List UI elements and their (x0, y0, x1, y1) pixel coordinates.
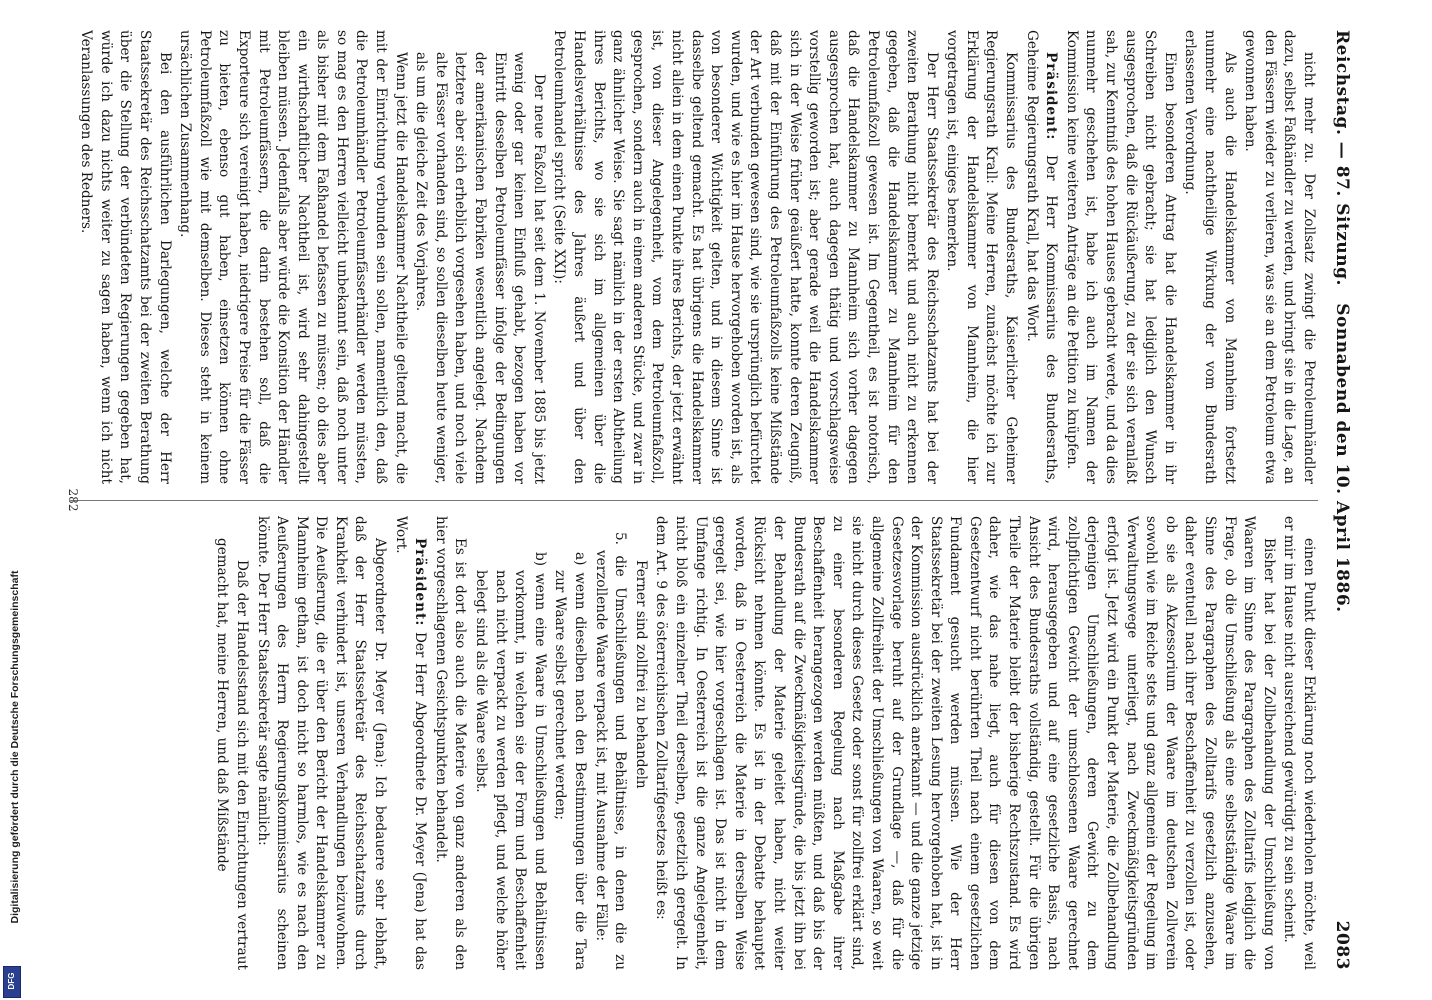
left-text-column (70, 30, 1318, 484)
speaker-name: Präsident: (412, 538, 429, 627)
body-paragraph: Abgeordneter Dr. Meyer (Jena): Ich bedauere sehr lebhaft, daß der Herr Staatssekretär des Reichsschatzamts durch Krankheit verhindert ist, unseren Verhandlungen beizuwohnen. Die Aeußerung, die er über den Bericht der Handelskammer zu Mannheim gethan, ist doch nicht so harmlos, wie es nach den Aeußerungen des Herrn Regierungskommissarius scheinen könnte. Der Herr Staatssekretär sagte nämlich: (254, 516, 389, 970)
header-date: Sonnabend den 10. April 1886. (1332, 303, 1352, 613)
dfg-logo: DFG (3, 966, 21, 998)
quoted-paragraph: Ferner sind zollfrei zu behandeln (632, 560, 649, 789)
sub-list-item: b) wenn eine Waare in Umschließungen und Behältnissen vorkommt, in welchen sie der Form und Beschaffenheit nach nicht verpackt zu werden pflegt, und welche höher belegt sind als die Waare selbst. (473, 552, 548, 970)
speaker-text: Der Herr Abgeordnete Dr. Meyer (Jena) hat das Wort. (392, 516, 429, 970)
header-session: Reichstag. — 87. Sitzung. (1332, 30, 1352, 286)
sub-list-item: a) wenn dieselben nach den Bestimmungen über die Tara zur Waare selbst gerechnet werden; (552, 552, 589, 970)
speaker-name: Präsident: (1043, 52, 1060, 141)
quoted-paragraph: Daß der Handelsstand sich mit den Einrichtungen vertraut gemacht hat, meine Herren, und daß Mißstände (214, 538, 250, 970)
speaker-text: Der Herr Kommissarius des Bundesraths, Geheime Regierungsrath Krall, hat das Wort. (1023, 30, 1060, 484)
body-paragraph: einen Punkt dieser Erklärung noch wiederholen möchte, weil er mir im Hause nicht ausreichend gewürdigt zu sein scheint. (1281, 516, 1317, 970)
digitization-credit: Digitalisierung gefördert durch die Deutsche Forschungsgemeinschaft (9, 570, 21, 924)
list-item: 5. die Umschließungen und Behältnisse, in denen die zu verzollende Waare verpackt ist, mit Ausnahme der Fälle: (592, 532, 629, 970)
body-paragraph: Bei den ausführlichen Darlegungen, welche der Herr Staatssekretär des Reichsschatzamts bei der zweiten Berathung über die Stellung der verbündeten Regierungen gegeben hat, würde ich dazu nichts weiter zu sagen haben, wenn ich nicht Veranlassungen des Redners. (78, 30, 173, 484)
body-paragraph: Der Herr Staatssekretär des Reichsschatzamts hat bei der zweiten Berathung nicht bemerkt und auch nicht zu erkennen gegeben, daß die Handelskammer zu Mannheim für den Petroleumfaßzoll gewesen ist. Im Gegentheil, es ist notorisch, daß die Handelskammer zu Mannheim sich vorher dagegen ausgesprochen hat, auch dagegen thätig und vorschlagsweise vorstellig geworden ist; aber gerade weil die Handelskammer sich in der Weise früher geäußert hatte, konnte deren Zeugniß, daß mit der Einführung des Petroleumfaßzolls keine Mißstände der Art verbunden gewesen sind, wie sie ursprünglich befürchtet wurden, und wie es hier im Hause hervorgehoben worden ist, als von besonderer Wichtigkeit gelten, und in diesem Sinne ist dasselbe geltend gemacht. Es hat übrigens die Handelskammer nicht allein in dem einen Punkte ihres Berichts, der jetzt erwähnt ist, von dieser Angelegenheit, vom dem Petroleumfaßzoll, gesprochen, sondern auch in einem anderen Stücke, und zwar in ganz ähnlicher Weise. Sie sagt nämlich in der ersten Abtheilung ihres Berichts, wo sie sich im allgemeinen über die Handelsverhältnisse des Jahres äußert und über den Petroleumhandel spricht (Seite XXI): (551, 30, 940, 484)
body-paragraph: Bisher hat bei der Zollbehandlung der Umschließung von Waaren im Sinne des Paragraphen des Zolltarifs lediglich die Frage, ob die Umschließung als eine selbstständige Waare im Sinne des Paragraphen des Zolltarifs gesetzlich anzusehen, daher eventuell nach ihrer Beschaffenheit zu verzollen ist, oder ob sie als Akzessorium der Waare im deutschen Zollverein sowohl wie im Reiche stets und ganz allgemein der Regelung im Verwaltungswege unterliegt, nach Zweckmäßigkeitsgründen erfolgt ist. Jetzt wird ein Punkt der Materie, die Zollbehandlung derjenigen Umschließungen, deren Gewicht zu dem zollpflichtigen Gewicht der umschlossenen Waare gerechnet wird, herausgegeben und auf eine gesetzliche Basis, nach Ansicht des Bundesraths vollständig, gestellt. Für die übrigen Theile der Materie bleibt der bisherige Rechtszustand. Es wird daher, wie das nahe liegt, auch für diesen von dem Gesetzentwurf nicht berührten Theil nach einem gesetzlichen Fundament gesucht werden müssen. Wie der Herr Staatssekretär bei der zweiten Lesung hervorgehoben hat, ist in der Kommission ausdrücklich anerkannt — und die ganze jetzige Gesetzesvorlage beruht auf der Grundlage —, daß für die allgemeine Zollfreiheit der Umschließungen von Waaren, so weit sie nicht durch dieses Gesetz oder sonst für zollfrei erklärt sind, zu einer besonderen Regelung nach Maßgabe ihrer Beschaffenheit herangezogen werden müßten, und daß bis der Bundesrath auf die Zweckmäßigkeitsgründe, die bis jetzt ihn bei der Behandlung der Materie geleitet haben, nicht weiter Rücksicht nehmen könnte. Es ist in der Debatte behauptet worden, daß in Oesterreich die Materie in derselben Weise geregelt sei, wie hier vorgeschlagen ist. Das ist nicht in dem Umfange richtig. In Oesterreich ist die ganze Angelegenheit, nicht bloß ein einzelner Theil derselben, gesetzlich geregelt. In dem Art. 9 des österreichischen Zolltarifgesetzes heißt es: (653, 516, 1277, 970)
page-header (1324, 30, 1352, 970)
header-right (1332, 303, 1352, 970)
body-paragraph: Als auch die Handelskammer von Mannheim fortsetzt nunmehr eine nachtheilige Wirkung der vom Bundesrath erlassenen Verordnung. (1182, 30, 1238, 484)
body-paragraph: Einen besonderen Antrag hat die Handelskammer in ihr Schreiben nicht gebracht; sie hat lediglich den Wunsch ausgesprochen, daß die Rückäußerung, zu der sie sich veranlaßt sah, zur Kenntniß des hohen Hauses gebracht werde, und da dies nunmehr geschehen ist, habe ich auch im Namen der Kommission keine weiteren Anträge an die Petition zu knüpfen. (1063, 30, 1178, 484)
speaker-paragraph (1021, 30, 1060, 484)
body-paragraph: Wenn jetzt die Handelskammer Nachtheile geltend macht, die mit der Einrichtung verbunden sein sollen, namentlich den, daß die Petroleumhändler Petroleumfässerhändler werden müssten, so mag es den Herren vielleicht unbekannt sein, daß noch unter als bisher mit dem Faßhandel befassen zu müssen; ob dies aber ein wirthschaftlicher Nachtheil ist, wird sehr dahingestellt bleiben müssen. Jedenfalls aber würde die Konsition der Händler mit Petroleumfässern, die darin bestehen soll, daß die Exporteure sich vereinigt haben, niedrigere Preise für die Fässer zu bieten, ebenso gut haben, einsetzen können ohne Petroleumfaßzoll wie mit demselben. Dieses steht in keinem ursächlichen Zusammenhang. (177, 30, 409, 484)
document-page (50, 0, 1370, 1000)
body-paragraph: Kommissarius des Bundesraths, Kaiserlicher Geheimer Regierungsrath Krall: Meine Herren, zunächst möchte ich zur Erklärung der Handelskammer von Mannheim, die hier vorgetragen ist, einiges bemerken. (944, 30, 1020, 484)
body-paragraph: nicht mehr zu. Der Zollsatz zwingt die Petroleumhändler dazu, selbst Faßhändler zu werden, und bringt sie in die Lage, an den Fässern wieder zu verlieren, was sie an dem Petroleum etwa gewonnen haben. (1242, 30, 1317, 484)
quoted-paragraph: Der neue Faßzoll hat seit dem 1. November 1885 bis jetzt wenig oder gar keinen Einfluß gehabt, bezogen haben vor Eintritt desselben Petroleumfässer infolge der Bedingungen der amerikanischen Fabriken wesentlich angelegt. Nachdem letztere aber sich erheblich vorgesehen haben, und noch viele alte Fässer vorhanden sind, so sollen dieselben heute weniger, als um die gleiche Zeit des Vorjahres. (413, 52, 547, 484)
body-paragraph: Es ist dort also auch die Materie von ganz anderen als den hier vorgeschlagenen Gesichtspunkten behandelt. (432, 516, 469, 970)
right-text-column (70, 516, 1318, 970)
column-divider (70, 500, 1318, 501)
page-number: 2083 (1332, 920, 1352, 970)
page-footer: 282 (66, 488, 80, 512)
speaker-paragraph (390, 516, 429, 970)
